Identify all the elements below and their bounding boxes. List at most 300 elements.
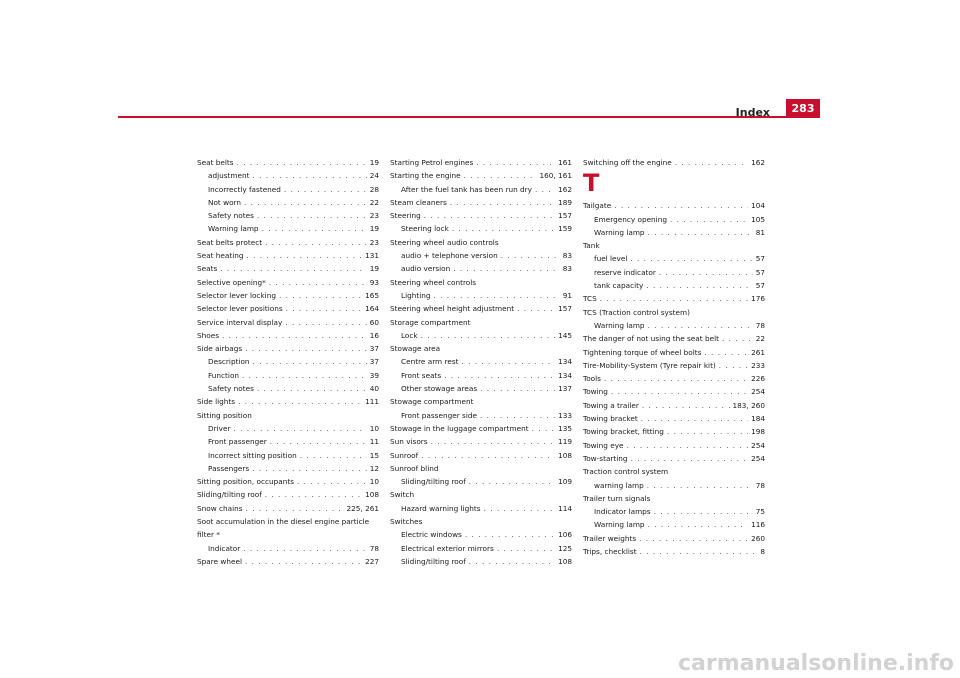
dot-leader <box>675 156 748 169</box>
index-entry <box>390 209 572 222</box>
entry-label: Sunroof blind <box>390 463 439 473</box>
index-subentry <box>197 355 379 368</box>
dot-leader <box>659 266 753 279</box>
entry-label: Emergency opening <box>594 214 667 224</box>
dot-leader <box>253 169 367 182</box>
dot-leader <box>639 532 748 545</box>
index-entry <box>197 329 379 342</box>
entry-pages: 39 <box>369 370 379 380</box>
entry-pages: 60 <box>369 317 379 327</box>
entry-pages: 116 <box>751 520 765 530</box>
dot-leader <box>444 369 555 382</box>
dot-leader <box>640 545 758 558</box>
entry-label: TCS <box>583 294 597 304</box>
index-entry <box>197 262 379 275</box>
index-entry <box>197 475 379 488</box>
index-entry <box>197 316 379 329</box>
entry-pages: 254 <box>751 453 765 463</box>
dot-leader <box>246 502 344 515</box>
entry-pages: 145 <box>558 330 572 340</box>
dot-leader <box>480 382 555 395</box>
index-entry <box>583 399 765 412</box>
index-subentry <box>583 266 765 279</box>
index-subentry <box>197 222 379 235</box>
entry-pages: 37 <box>369 344 379 354</box>
entry-label: Steering wheel audio controls <box>390 237 499 247</box>
entry-label: Stowage compartment <box>390 397 474 407</box>
entry-pages: 23 <box>369 237 379 247</box>
entry-label: Starting the engine <box>390 171 461 181</box>
index-entry <box>390 422 572 435</box>
index-entry <box>583 532 765 545</box>
entry-label: Tow-starting <box>583 453 628 463</box>
entry-label: Steering lock <box>401 224 449 234</box>
index-entry <box>197 236 379 249</box>
entry-label: Tank <box>583 241 600 251</box>
entry-pages: 91 <box>562 290 572 300</box>
entry-pages: 135 <box>558 423 572 433</box>
dot-leader <box>476 156 555 169</box>
index-subentry <box>197 542 379 555</box>
entry-pages: 57 <box>755 267 765 277</box>
index-entry <box>583 452 765 465</box>
index-entry <box>390 488 572 501</box>
entry-pages: 15 <box>369 450 379 460</box>
entry-label: Trailer weights <box>583 533 637 543</box>
dot-leader <box>722 332 753 345</box>
watermark: carmanualsonline.info <box>678 651 954 676</box>
entry-label: Driver <box>208 423 231 433</box>
entry-pages: 83 <box>562 264 572 274</box>
dot-leader <box>238 395 362 408</box>
entry-label: TCS (Traction control system) <box>583 307 690 317</box>
entry-pages: 108 <box>365 490 379 500</box>
index-entry <box>197 502 379 515</box>
dot-leader <box>233 422 366 435</box>
entry-label: Sliding/tilting roof <box>401 556 466 566</box>
dot-leader <box>648 518 749 531</box>
dot-leader <box>648 319 753 332</box>
dot-leader <box>611 385 748 398</box>
index-entry <box>390 236 572 249</box>
entry-label: Stowage in the luggage compartment <box>390 423 529 433</box>
entry-label: Towing a trailer <box>583 400 639 410</box>
entry-pages: 37 <box>369 357 379 367</box>
dot-leader <box>421 449 555 462</box>
entry-pages: 226 <box>751 374 765 384</box>
index-entry <box>197 276 379 289</box>
index-subentry <box>583 479 765 492</box>
dot-leader <box>480 409 555 422</box>
header-rule <box>118 116 820 118</box>
index-subentry <box>583 319 765 332</box>
dot-leader <box>265 236 367 249</box>
entry-label: Steam cleaners <box>390 197 447 207</box>
entry-pages: 189 <box>558 197 572 207</box>
entry-pages: 57 <box>755 254 765 264</box>
entry-pages: 19 <box>369 264 379 274</box>
entry-pages: 162 <box>558 184 572 194</box>
index-entry <box>197 156 379 169</box>
index-entry <box>197 249 379 262</box>
index-entry <box>583 239 765 252</box>
entry-label: Seat belts <box>197 158 234 167</box>
entry-pages: 119 <box>558 437 572 447</box>
index-entry <box>390 302 572 315</box>
entry-label: Selector lever positions <box>197 304 283 314</box>
dot-leader <box>469 555 555 568</box>
letter-heading: T <box>583 169 600 198</box>
dot-leader <box>424 209 555 222</box>
index-subentry <box>583 279 765 292</box>
dot-leader <box>269 276 367 289</box>
dot-leader <box>453 262 559 275</box>
index-subentry <box>583 213 765 226</box>
index-subentry <box>390 289 572 302</box>
entry-pages: 133 <box>558 410 572 420</box>
dot-leader <box>630 252 752 265</box>
entry-pages: 16 <box>369 330 379 340</box>
entry-label: Switching off the engine <box>583 158 672 167</box>
index-entry <box>390 449 572 462</box>
entry-label: Sunroof <box>390 450 419 460</box>
dot-leader <box>434 289 560 302</box>
entry-label: Tools <box>583 374 601 384</box>
entry-label: Seats <box>197 264 218 274</box>
dot-leader <box>244 196 367 209</box>
entry-label: Incorrectly fastened <box>208 184 281 194</box>
entry-pages: 225, 261 <box>346 503 379 513</box>
page-number: 283 <box>786 99 820 118</box>
dot-leader <box>284 183 367 196</box>
entry-label: fuel level <box>594 254 628 264</box>
index-entry <box>583 412 765 425</box>
dot-leader <box>464 169 537 182</box>
entry-label: Warning lamp <box>208 224 259 234</box>
entry-pages: 104 <box>751 201 765 211</box>
entry-label: Tailgate <box>583 201 612 211</box>
entry-label: Storage compartment <box>390 317 471 327</box>
entry-label: Starting Petrol engines <box>390 158 474 167</box>
entry-label: Function <box>208 370 240 380</box>
entry-pages: 78 <box>755 320 765 330</box>
entry-pages: 131 <box>365 251 379 261</box>
dot-leader <box>252 462 367 475</box>
entry-label: Warning lamp <box>594 320 645 330</box>
index-subentry <box>583 505 765 518</box>
page-title: Index <box>735 106 770 119</box>
dot-leader <box>257 382 367 395</box>
entry-pages: 161 <box>558 158 572 167</box>
dot-leader <box>450 196 555 209</box>
index-subentry <box>390 502 572 515</box>
entry-label: Spare wheel <box>197 556 242 566</box>
index-subentry <box>583 252 765 265</box>
entry-label: The danger of not using the seat belt <box>583 334 719 344</box>
index-subentry <box>583 518 765 531</box>
dot-leader <box>535 183 555 196</box>
dot-leader <box>642 399 730 412</box>
index-entry <box>583 199 765 212</box>
entry-pages: 22 <box>369 197 379 207</box>
entry-label: tank capacity <box>594 281 644 291</box>
index-entry <box>390 156 572 169</box>
dot-leader <box>421 329 555 342</box>
entry-pages: 8 <box>760 547 765 557</box>
index-entry <box>197 515 379 542</box>
entry-label: Traction control system <box>583 467 669 477</box>
index-subentry <box>197 369 379 382</box>
index-entry <box>197 488 379 501</box>
index-subentry <box>197 462 379 475</box>
entry-pages: 23 <box>369 211 379 221</box>
entry-pages: 233 <box>751 360 765 370</box>
entry-label: Soot accumulation in the diesel engine particle filter * <box>197 517 370 540</box>
entry-pages: 78 <box>369 543 379 553</box>
entry-pages: 157 <box>558 211 572 221</box>
index-entry <box>583 492 765 505</box>
entry-label: Sitting position, occupants <box>197 477 295 487</box>
dot-leader <box>257 209 367 222</box>
dot-leader <box>286 302 362 315</box>
index-entry <box>390 169 572 182</box>
entry-label: Steering wheel controls <box>390 277 477 287</box>
entry-pages: 109 <box>558 477 572 487</box>
dot-leader <box>600 292 748 305</box>
entry-pages: 93 <box>369 277 379 287</box>
entry-label: Indicator lamps <box>594 507 651 517</box>
dot-leader <box>517 302 555 315</box>
entry-label: Front seats <box>401 370 442 380</box>
index-subentry <box>390 222 572 235</box>
index-column-2 <box>390 156 572 568</box>
entry-pages: 40 <box>369 384 379 394</box>
entry-pages: 108 <box>558 556 572 566</box>
entry-label: Switches <box>390 517 423 527</box>
entry-label: Towing bracket <box>583 414 638 424</box>
index-entry <box>197 395 379 408</box>
entry-label: Steering wheel height adjustment <box>390 304 515 314</box>
dot-leader <box>631 452 749 465</box>
dot-leader <box>300 449 367 462</box>
entry-pages: 183, 260 <box>732 400 765 410</box>
index-entry <box>390 196 572 209</box>
index-entry <box>390 316 572 329</box>
dot-leader <box>452 222 555 235</box>
entry-pages: 19 <box>369 158 379 167</box>
index-entry <box>390 395 572 408</box>
entry-label: Front passenger <box>208 437 267 447</box>
index-subentry <box>197 183 379 196</box>
entry-pages: 198 <box>751 427 765 437</box>
index-entry <box>583 359 765 372</box>
entry-pages: 176 <box>751 294 765 304</box>
index-column-1 <box>197 156 379 568</box>
entry-label: After the fuel tank has been run dry <box>401 184 532 194</box>
dot-leader <box>667 425 748 438</box>
index-entry <box>390 276 572 289</box>
entry-pages: 184 <box>751 414 765 424</box>
index-entry <box>583 332 765 345</box>
index-subentry <box>390 183 572 196</box>
dot-leader <box>285 316 366 329</box>
entry-pages: 22 <box>755 334 765 344</box>
entry-label: Selective opening* <box>197 277 266 287</box>
dot-leader <box>604 372 748 385</box>
index-entry <box>583 372 765 385</box>
index-entry <box>390 342 572 355</box>
entry-label: Electrical exterior mirrors <box>401 543 494 553</box>
entry-label: Tire-Mobility-System (Tyre repair kit) <box>583 360 716 370</box>
entry-label: Warning lamp <box>594 520 645 530</box>
index-entry <box>197 409 379 422</box>
entry-pages: 162 <box>751 158 765 167</box>
entry-label: Stowage area <box>390 344 441 354</box>
dot-leader <box>270 435 367 448</box>
entry-pages: 260 <box>751 533 765 543</box>
entry-label: Front passenger side <box>401 410 477 420</box>
entry-label: Seat belts protect <box>197 237 263 247</box>
dot-leader <box>648 226 753 239</box>
dot-leader <box>704 346 748 359</box>
entry-pages: 24 <box>369 171 379 181</box>
dot-leader <box>245 342 367 355</box>
entry-label: Side lights <box>197 397 236 407</box>
entry-pages: 157 <box>558 304 572 314</box>
entry-label: Indicator <box>208 543 241 553</box>
dot-leader <box>484 502 555 515</box>
dot-leader <box>247 249 363 262</box>
entry-label: Centre arm rest <box>401 357 459 367</box>
entry-pages: 83 <box>562 251 572 261</box>
entry-label: Sliding/tilting roof <box>401 477 466 487</box>
index-entry <box>583 425 765 438</box>
entry-pages: 165 <box>365 290 379 300</box>
entry-label: Safety notes <box>208 211 254 221</box>
entry-pages: 12 <box>369 463 379 473</box>
index-entry <box>583 292 765 305</box>
entry-pages: 78 <box>755 480 765 490</box>
dot-leader <box>242 369 367 382</box>
dot-leader <box>431 435 555 448</box>
dot-leader <box>646 279 752 292</box>
entry-pages: 261 <box>751 347 765 357</box>
index-entry <box>583 439 765 452</box>
entry-pages: 111 <box>365 397 379 407</box>
entry-label: Lock <box>401 330 418 340</box>
index-subentry <box>390 528 572 541</box>
dot-leader <box>719 359 748 372</box>
entry-pages: 254 <box>751 387 765 397</box>
entry-pages: 134 <box>558 370 572 380</box>
index-subentry <box>197 169 379 182</box>
entry-label: audio + telephone version <box>401 251 498 261</box>
index-entry <box>583 306 765 319</box>
index-subentry <box>197 209 379 222</box>
index-subentry <box>390 369 572 382</box>
entry-label: Switch <box>390 490 415 500</box>
index-subentry <box>390 262 572 275</box>
dot-leader <box>469 475 555 488</box>
entry-label: Warning lamp <box>594 227 645 237</box>
dot-leader <box>654 505 753 518</box>
index-subentry <box>197 196 379 209</box>
entry-label: Towing bracket, fitting <box>583 427 664 437</box>
entry-label: Passengers <box>208 463 250 473</box>
entry-pages: 134 <box>558 357 572 367</box>
entry-pages: 137 <box>558 384 572 394</box>
dot-leader <box>501 249 560 262</box>
dot-leader <box>262 222 367 235</box>
index-subentry <box>390 382 572 395</box>
entry-pages: 75 <box>755 507 765 517</box>
entry-pages: 254 <box>751 440 765 450</box>
entry-pages: 19 <box>369 224 379 234</box>
index-entry <box>583 156 765 169</box>
entry-label: warning lamp <box>594 480 644 490</box>
dot-leader <box>627 439 749 452</box>
dot-leader <box>647 479 753 492</box>
entry-label: Description <box>208 357 250 367</box>
dot-leader <box>497 542 555 555</box>
index-column-3 <box>583 156 765 558</box>
index-subentry <box>390 409 572 422</box>
entry-label: Snow chains <box>197 503 243 513</box>
entry-label: Seat heating <box>197 251 244 261</box>
entry-label: Safety notes <box>208 384 254 394</box>
entry-label: audio version <box>401 264 451 274</box>
entry-pages: 106 <box>558 530 572 540</box>
dot-leader <box>253 355 367 368</box>
entry-pages: 105 <box>751 214 765 224</box>
dot-leader <box>297 475 367 488</box>
entry-pages: 108 <box>558 450 572 460</box>
dot-leader <box>220 262 366 275</box>
index-subentry <box>390 475 572 488</box>
index-entry <box>197 289 379 302</box>
entry-label: Shoes <box>197 330 220 340</box>
entry-pages: 114 <box>558 503 572 513</box>
index-subentry <box>390 355 572 368</box>
index-entry <box>583 465 765 478</box>
index-entry <box>390 515 572 528</box>
entry-label: Lighting <box>401 290 431 300</box>
index-subentry <box>197 449 379 462</box>
entry-label: Tightening torque of wheel bolts <box>583 347 702 357</box>
entry-pages: 10 <box>369 477 379 487</box>
entry-label: Trailer turn signals <box>583 493 651 503</box>
dot-leader <box>465 528 555 541</box>
index-entry <box>583 385 765 398</box>
index-entry <box>197 555 379 568</box>
entry-pages: 160, 161 <box>539 171 572 181</box>
entry-label: Sun visors <box>390 437 428 447</box>
entry-label: Sliding/tilting roof <box>197 490 262 500</box>
index-subentry <box>390 249 572 262</box>
entry-pages: 28 <box>369 184 379 194</box>
entry-label: Electric windows <box>401 530 462 540</box>
dot-leader <box>532 422 556 435</box>
entry-label: Trips, checklist <box>583 547 637 557</box>
entry-label: Towing eye <box>583 440 624 450</box>
entry-pages: 81 <box>755 227 765 237</box>
index-entry <box>583 346 765 359</box>
dot-leader <box>237 156 367 169</box>
entry-label: Not worn <box>208 197 242 207</box>
index-entry <box>197 302 379 315</box>
entry-label: Side airbags <box>197 344 243 354</box>
entry-label: Selector lever locking <box>197 290 276 300</box>
